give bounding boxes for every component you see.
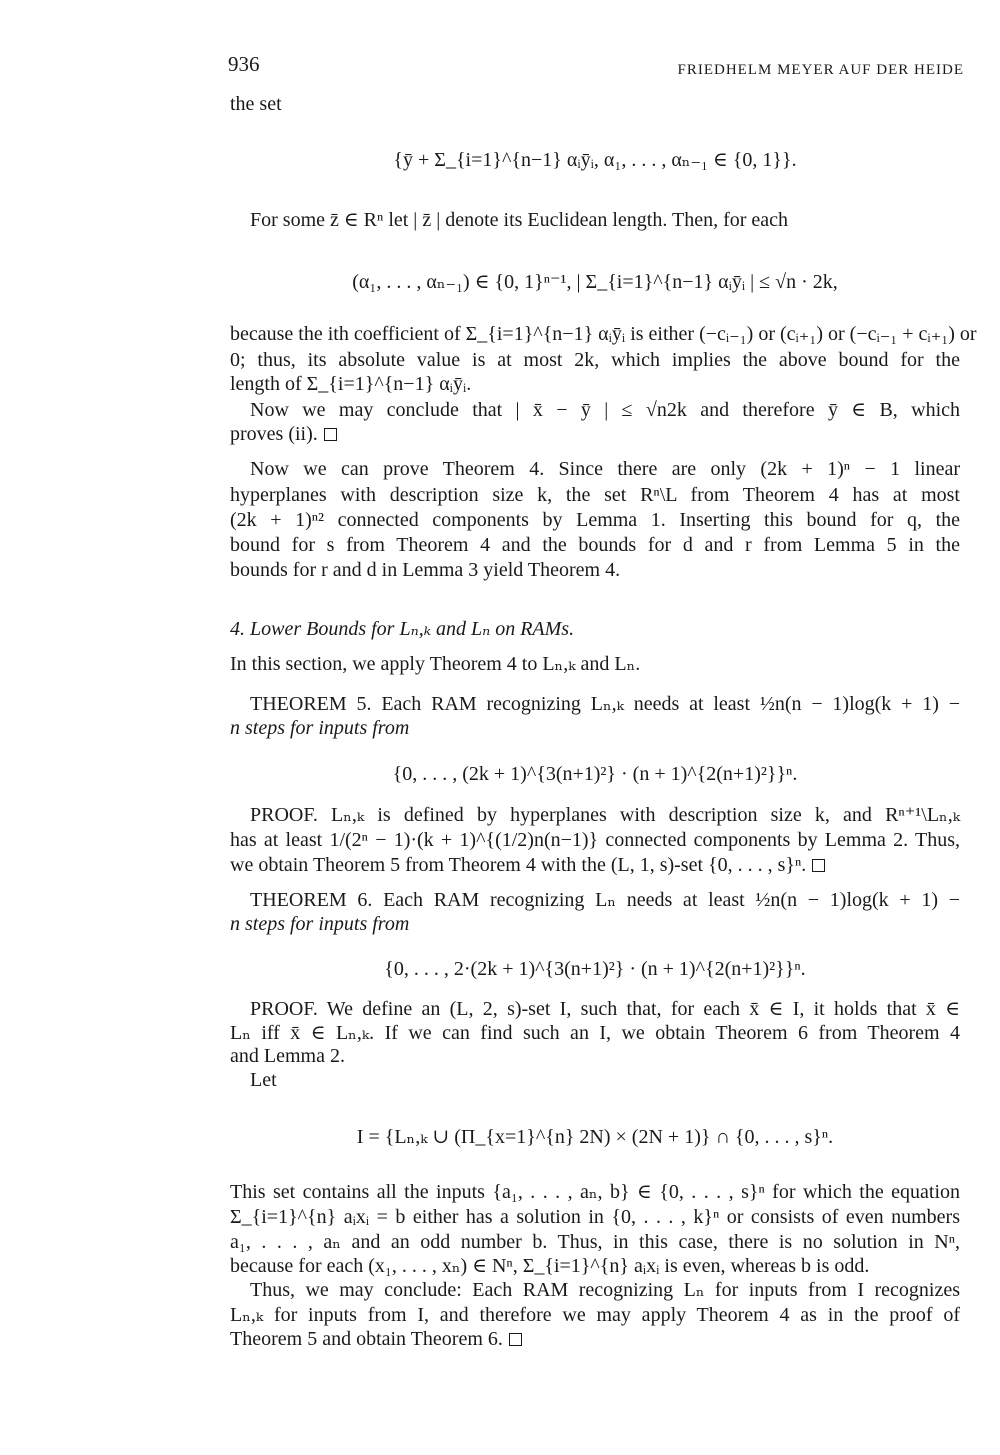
qed-box-icon xyxy=(812,859,825,872)
display-equation: I = {Lₙ,ₖ ∪ (Π_{x=1}^{n} 2N) × (2N + 1)} ∩ {0, . . . , s}ⁿ. xyxy=(356,1126,834,1148)
display-equation: {0, . . . , 2·(2k + 1)^{3(n+1)²} · (n + 1)^{2(n+1)²}}ⁿ. xyxy=(384,958,806,980)
text-span: we obtain Theorem 5 from Theorem 4 with the (L, 1, s)-set {0, . . . , s}ⁿ. xyxy=(230,854,807,876)
text-line: Now we may conclude that | x̄ − ȳ | ≤ √n2k and therefore ȳ ∈ B, which xyxy=(250,399,960,421)
text-line: Let xyxy=(250,1069,277,1091)
text-line: (2k + 1)ⁿ² connected components by Lemma 1. Inserting this bound for q, the xyxy=(230,509,960,531)
section-heading: 4. Lower Bounds for Lₙ,ₖ and Lₙ on RAMs. xyxy=(230,618,575,640)
text-line: Σ_{i=1}^{n} aᵢxᵢ = b either has a solution in {0, . . . , k}ⁿ or consists of even numbers xyxy=(230,1206,960,1228)
text-line: hyperplanes with description size k, the set Rⁿ\L from Theorem 4 has at most xyxy=(230,484,960,506)
text-line: because for each (x₁, . . . , xₙ) ∈ Nⁿ, Σ_{i=1}^{n} aᵢxᵢ is even, whereas b is odd. xyxy=(230,1255,870,1277)
display-equation: {0, . . . , (2k + 1)^{3(n+1)²} · (n + 1)^{2(n+1)²}}ⁿ. xyxy=(392,763,798,785)
proof-line: and Lemma 2. xyxy=(230,1045,345,1067)
text-line: 0; thus, its absolute value is at most 2k, which implies the above bound for the xyxy=(230,349,960,371)
text-line: Thus, we may conclude: Each RAM recognizing Lₙ for inputs from I recognizes xyxy=(250,1279,960,1301)
text-span: proves (ii). xyxy=(230,423,318,445)
theorem-line: THEOREM 5. Each RAM recognizing Lₙ,ₖ needs at least ½n(n − 1)log(k + 1) − xyxy=(250,693,960,715)
text-line: Now we can prove Theorem 4. Since there are only (2k + 1)ⁿ − 1 linear xyxy=(250,458,960,480)
qed-box-icon xyxy=(509,1333,522,1346)
proof-line: PROOF. We define an (L, 2, s)-set I, such that, for each x̄ ∈ I, it holds that x̄ ∈ xyxy=(250,998,960,1020)
theorem-line: THEOREM 6. Each RAM recognizing Lₙ needs at least ½n(n − 1)log(k + 1) − xyxy=(250,889,960,911)
proof-line xyxy=(230,853,960,877)
proof-line: Lₙ iff x̄ ∈ Lₙ,ₖ. If we can find such an I, we obtain Theorem 6 from Theorem 4 xyxy=(230,1022,960,1044)
text-line: bound for s from Theorem 4 and the bounds for d and r from Lemma 5 in the xyxy=(230,534,960,556)
running-header: FRIEDHELM MEYER AUF DER HEIDE xyxy=(677,62,964,78)
display-equation: (α₁, . . . , αₙ₋₁) ∈ {0, 1}ⁿ⁻¹, | Σ_{i=1}^{n−1} αᵢȳᵢ | ≤ √n · 2k, xyxy=(352,271,838,293)
text-line: For some z̄ ∈ Rⁿ let | z̄ | denote its Euclidean length. Then, for each xyxy=(250,209,789,231)
text-line: because the ith coefficient of Σ_{i=1}^{n−1} αᵢȳᵢ is either (−cᵢ₋₁) or (cᵢ₊₁) or (−cᵢ₋₁ + cᵢ₊₁) or xyxy=(230,323,977,345)
text-line: Lₙ,ₖ for inputs from I, and therefore we may apply Theorem 4 as in the proof of xyxy=(230,1304,960,1326)
text-line: bounds for r and d in Lemma 3 yield Theorem 4. xyxy=(230,559,621,581)
text-line xyxy=(230,422,960,446)
proof-line: PROOF. Lₙ,ₖ is defined by hyperplanes with description size k, and Rⁿ⁺¹\Lₙ,ₖ xyxy=(250,804,960,826)
text-span: Theorem 5 and obtain Theorem 6. xyxy=(230,1328,503,1350)
proof-line: has at least 1/(2ⁿ − 1)·(k + 1)^{(1/2)n(n−1)} connected components by Lemma 2. Thus, xyxy=(230,829,960,851)
text-line: In this section, we apply Theorem 4 to Lₙ,ₖ and Lₙ. xyxy=(230,653,641,675)
theorem-line: n steps for inputs from xyxy=(230,717,410,739)
qed-box-icon xyxy=(324,428,337,441)
page-number: 936 xyxy=(228,52,260,76)
text-line: length of Σ_{i=1}^{n−1} αᵢȳᵢ. xyxy=(230,373,472,395)
theorem-line: n steps for inputs from xyxy=(230,913,410,935)
display-equation: {ȳ + Σ_{i=1}^{n−1} αᵢȳᵢ, α₁, . . . , αₙ₋₁ ∈ {0, 1}}. xyxy=(393,149,797,171)
text-line: This set contains all the inputs {a₁, . . . , aₙ, b} ∈ {0, . . . , s}ⁿ for which the equation xyxy=(230,1181,960,1203)
text-line: the set xyxy=(230,93,282,115)
text-line xyxy=(230,1327,960,1351)
text-line: a₁, . . . , aₙ and an odd number b. Thus, in this case, there is no solution in Nⁿ, xyxy=(230,1231,960,1253)
